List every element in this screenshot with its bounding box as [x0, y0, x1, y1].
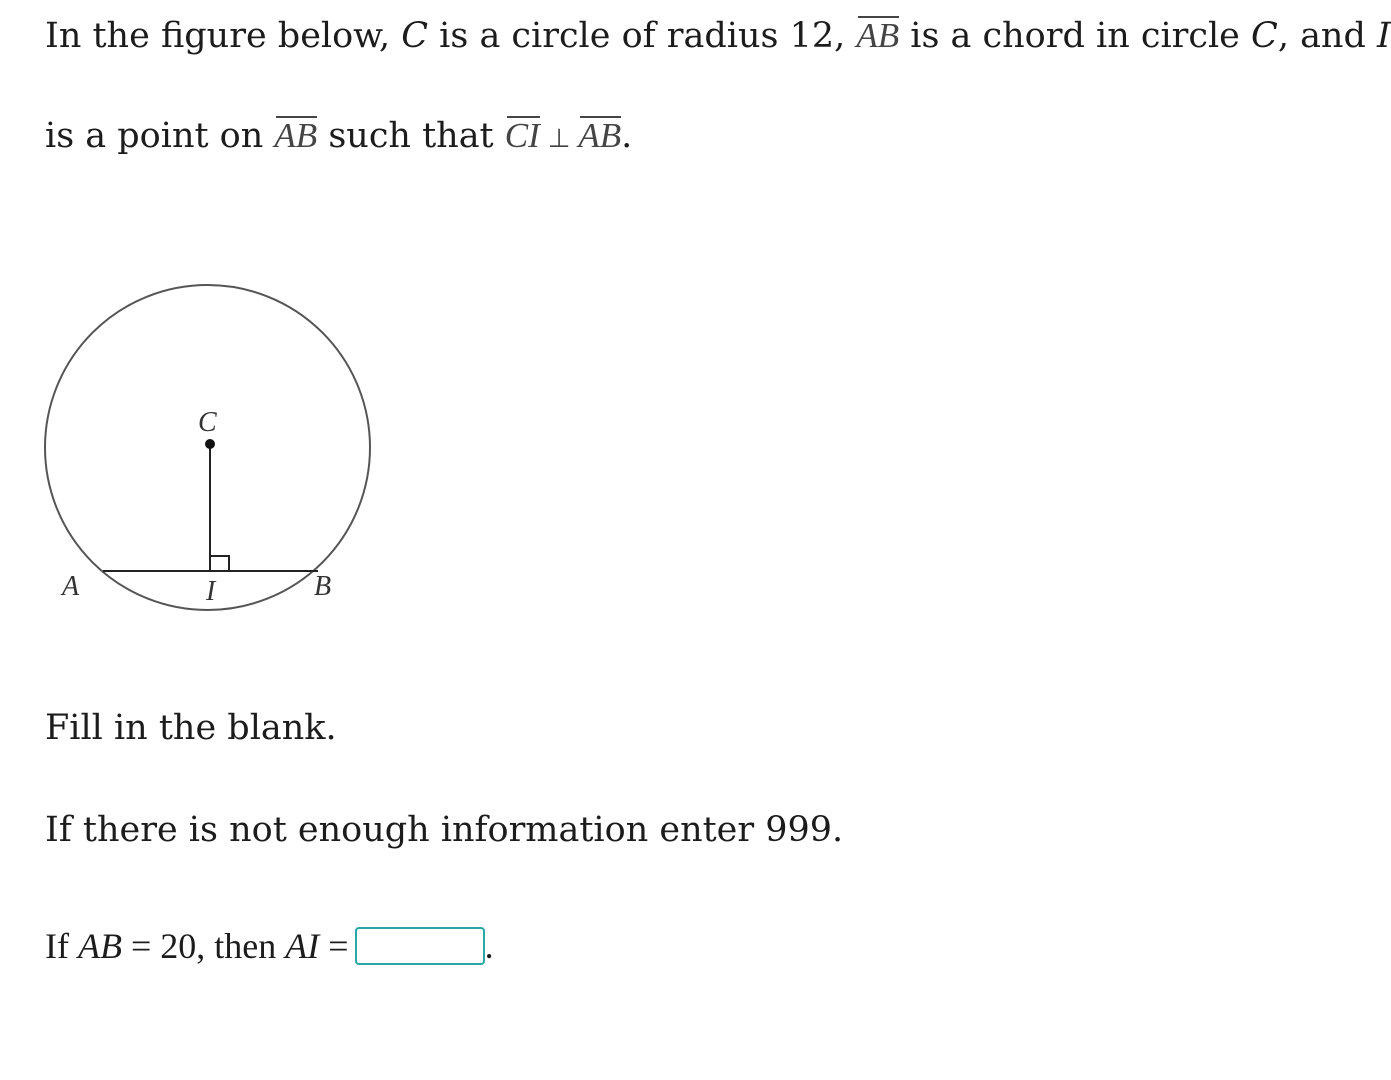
var-c: C: [401, 16, 429, 56]
text: =: [319, 926, 349, 966]
segment-ab: AB: [274, 112, 317, 158]
var-c: C: [1251, 16, 1278, 56]
text: such that: [317, 116, 505, 156]
right-angle-marker: [210, 556, 229, 571]
var-i: I: [1377, 16, 1391, 56]
label-a: A: [62, 571, 80, 602]
problem-line-1: [45, 12, 1391, 58]
label-c: C: [198, 407, 217, 438]
instruction-fill: Fill in the blank.: [45, 708, 337, 748]
text: .: [621, 116, 633, 156]
text: .: [484, 926, 494, 966]
text: If: [45, 926, 78, 966]
answer-input[interactable]: [355, 927, 485, 965]
text: In the figure below,: [45, 16, 402, 56]
segment-ci: CI: [505, 112, 540, 158]
problem-line-2: [45, 112, 632, 161]
text: = 20, then: [121, 926, 286, 966]
text: is a chord in circle: [899, 16, 1252, 56]
circle-figure: [40, 280, 380, 620]
perpendicular-symbol: ⊥: [547, 124, 571, 154]
var-ai: AI: [285, 926, 320, 966]
text: is a circle of radius 12,: [428, 16, 857, 56]
text: , and: [1277, 16, 1378, 56]
text: is a point on: [45, 116, 275, 156]
segment-ab: AB: [578, 112, 621, 158]
instruction-info: If there is not enough information enter 999.: [45, 810, 844, 850]
label-b: B: [314, 571, 332, 602]
label-i: I: [206, 576, 216, 607]
var-ab: AB: [77, 926, 122, 966]
center-point: [205, 439, 215, 449]
question-line: [45, 924, 494, 969]
segment-ab: AB: [856, 12, 899, 58]
